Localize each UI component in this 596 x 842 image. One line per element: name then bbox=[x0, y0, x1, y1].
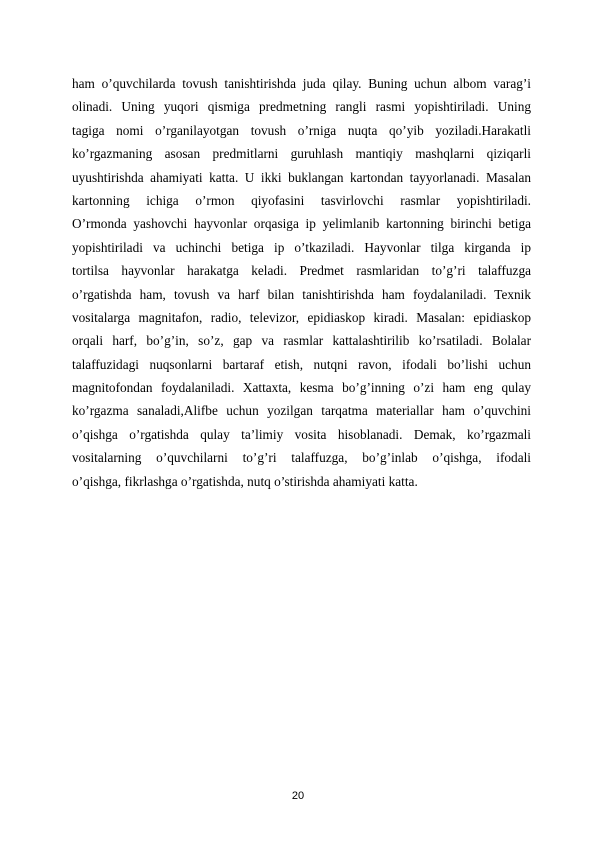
text-line: o’qishga o’rgatishda qulay ta’limiy vosita hisoblanadi. Demak, ko’rgazmali bbox=[72, 426, 531, 442]
body-paragraph bbox=[72, 72, 531, 493]
page-number: 20 bbox=[291, 790, 305, 802]
text-line: talaffuzidagi nuqsonlarni bartaraf etish, nutqni ravon, ifodali bo’lishi uchun bbox=[72, 356, 531, 372]
text-line: tagiga nomi o’rganilayotgan tovush o’rniga nuqta qo’yib yoziladi.Harakatli bbox=[72, 122, 531, 138]
text-line: ham o’quvchilarda tovush tanishtirishda juda qilay. Buning uchun albom varag’i bbox=[72, 76, 531, 91]
text-line: kartonning ichiga o’rmon qiyofasini tasvirlovchi rasmlar yopishtiriladi. bbox=[72, 192, 531, 208]
text-line: o’qishga, fikrlashga o’rgatishda, nutq o’stirishda ahamiyati katta. bbox=[72, 473, 418, 489]
text-line: magnitofondan foydalaniladi. Xattaxta, kesma bo’g’inning o’zi ham eng qulay bbox=[72, 380, 531, 396]
text-line: vositalarga magnitafon, radio, televizor, epidiaskop kiradi. Masalan: epidiaskop bbox=[72, 309, 531, 325]
text-line: O’rmonda yashovchi hayvonlar orqasiga ip yelimlanib kartonning birinchi betiga bbox=[72, 216, 531, 232]
text-line: ko’rgazmaning asosan predmitlarni guruhlash mantiqiy mashqlarni qiziqarli bbox=[72, 146, 531, 162]
text-line: yopishtiriladi va uchinchi betiga ip o’tkaziladi. Hayvonlar tilga kirganda ip bbox=[72, 239, 531, 255]
text-line: o’rgatishda ham, tovush va harf bilan tanishtirishda ham foydalaniladi. Texnik bbox=[72, 286, 531, 302]
text-line: ko’rgazma sanaladi,Alifbe uchun yozilgan tarqatma materiallar ham o’quvchini bbox=[72, 403, 531, 419]
text-line: uyushtirishda ahamiyati katta. U ikki buklangan kartondan tayyorlanadi. Masalan bbox=[72, 169, 531, 185]
text-line: tortilsa hayvonlar harakatga keladi. Predmet rasmlaridan to’g’ri talaffuzga bbox=[72, 263, 531, 279]
text-line: vositalarning o’quvchilarni to’g’ri talaffuzga, bo’g’inlab o’qishga, ifodali bbox=[72, 450, 531, 466]
text-line: olinadi. Uning yuqori qismiga predmetning rangli rasmi yopishtiriladi. Uning bbox=[72, 99, 531, 115]
text-line: orqali harf, bo’g’in, so’z, gap va rasmlar kattalashtirilib ko’rsatiladi. Bolalar bbox=[72, 333, 531, 349]
